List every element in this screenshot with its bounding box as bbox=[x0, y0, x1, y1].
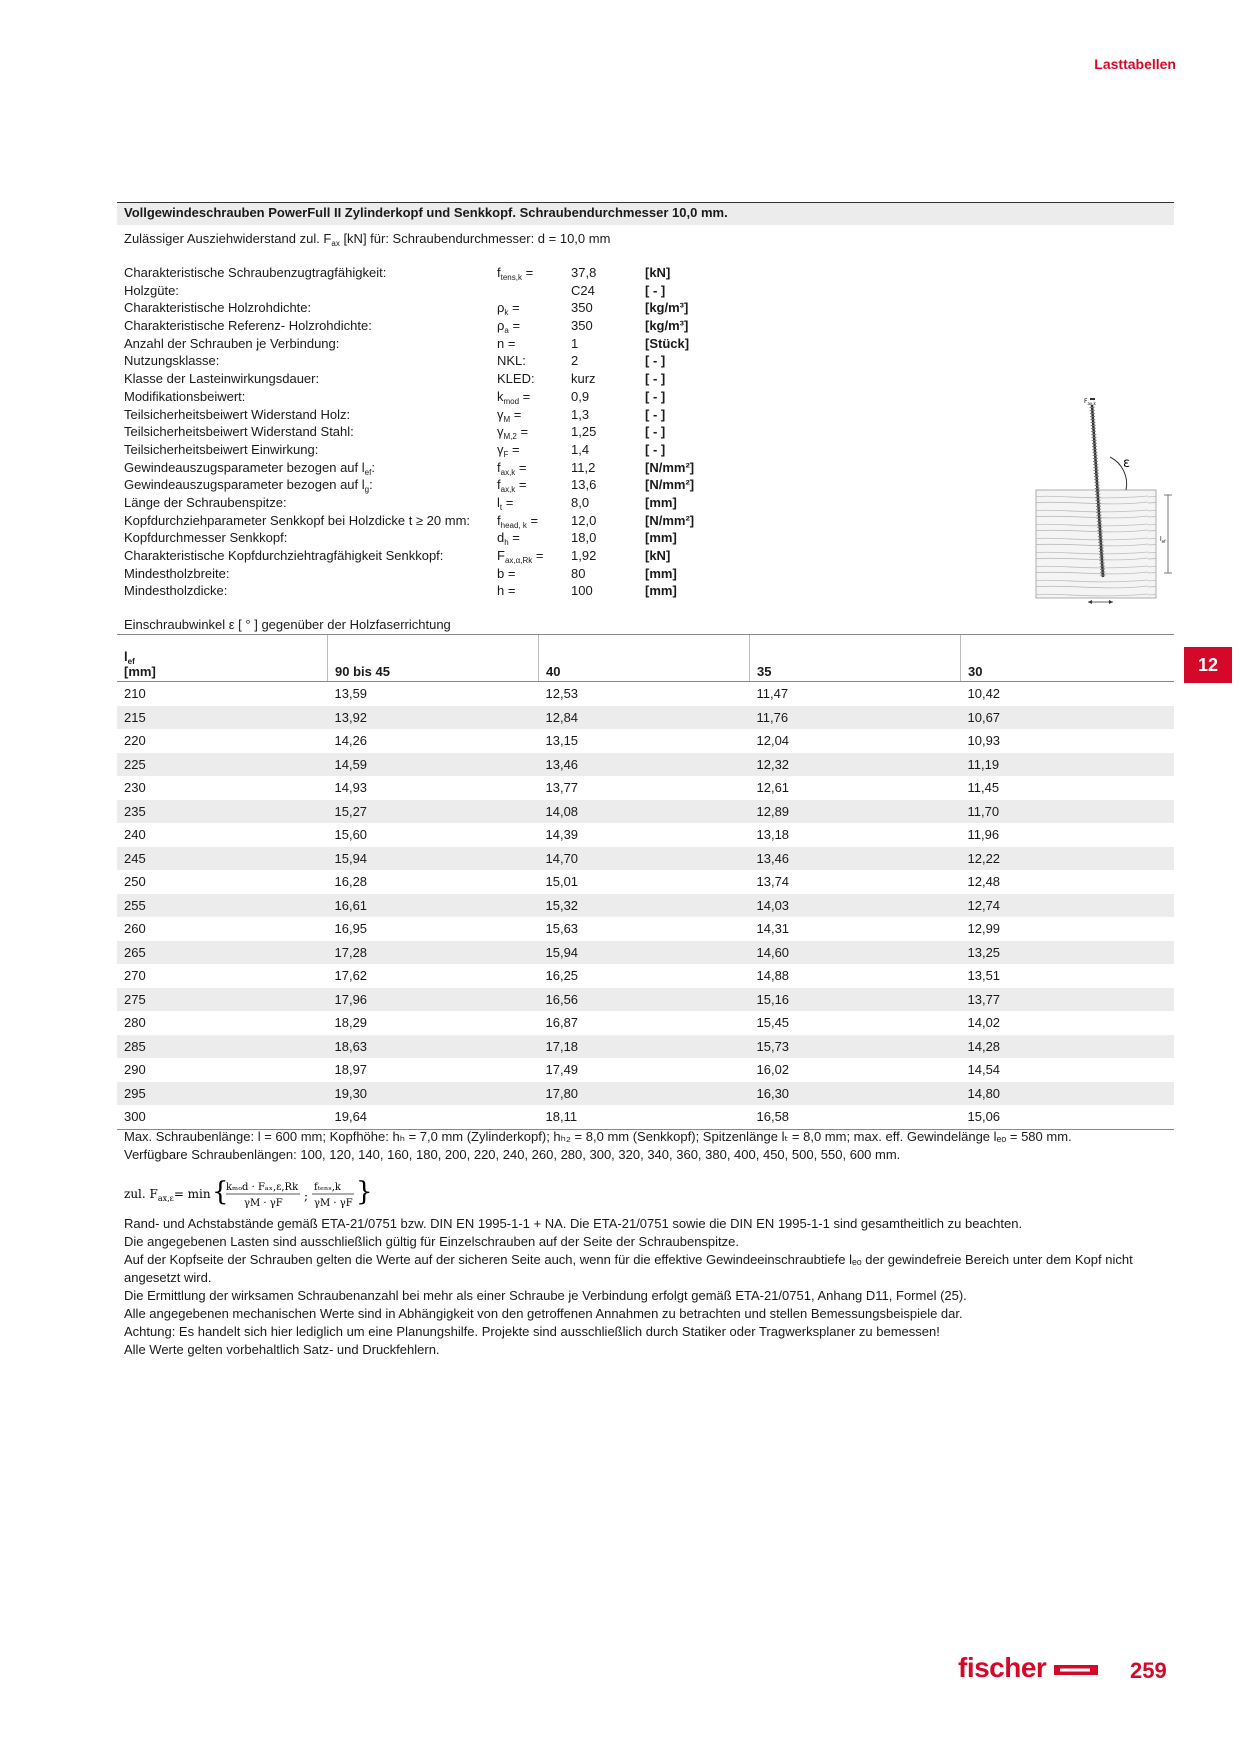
parameter-symbol: $k_{mod}$ = bbox=[497, 388, 531, 406]
table-cell: 10,42 bbox=[967, 686, 1001, 702]
table-cell: 10,67 bbox=[961, 706, 1175, 730]
subtitle: Zulässiger Ausziehwiderstand zul. $F_{ax}$ [kN] für: Schraubendurchmesser: d = 10,0 mm bbox=[124, 231, 611, 248]
parameter-symbol: h = bbox=[497, 583, 516, 599]
table-cell: 15,73 bbox=[750, 1035, 961, 1059]
table-cell: 19,30 bbox=[328, 1082, 539, 1106]
page-number: 259 bbox=[1130, 1658, 1167, 1683]
parameter-label: Länge der Schraubenspitze: bbox=[124, 494, 287, 510]
table-cell: 13,46 bbox=[539, 753, 750, 777]
table-cell: 15,32 bbox=[539, 894, 750, 918]
table-cell: 17,18 bbox=[539, 1035, 750, 1059]
table-cell: 15,16 bbox=[750, 988, 961, 1012]
table-cell: 15,60 bbox=[334, 827, 368, 843]
table-cell: 13,46 bbox=[750, 847, 961, 871]
parameter-symbol: $f_{ax,k}$ = bbox=[497, 477, 527, 495]
table-cell: 14,88 bbox=[756, 968, 790, 984]
table-cell: 14,60 bbox=[750, 941, 961, 965]
column-header: 35 bbox=[750, 635, 961, 682]
table-row bbox=[117, 776, 1174, 800]
parameter-symbol bbox=[497, 282, 571, 300]
table-cell: 13,59 bbox=[334, 686, 368, 702]
parameter-value: 1,3 bbox=[571, 406, 590, 422]
parameter-unit: [ - ] bbox=[645, 388, 666, 404]
angle-caption: Einschraubwinkel ε [ ° ] gegenüber der Holzfaserrichtung bbox=[124, 617, 451, 632]
table-cell: 14,31 bbox=[756, 921, 790, 937]
parameter-value: 37,8 bbox=[571, 265, 597, 280]
parameter-row bbox=[124, 423, 735, 441]
parameter-value: 1 bbox=[571, 335, 579, 351]
parameter-row bbox=[124, 370, 735, 388]
table-cell: 12,89 bbox=[750, 800, 961, 824]
parameter-unit: [ - ] bbox=[645, 282, 666, 298]
table-cell: 290 bbox=[124, 1062, 146, 1078]
table-cell: 12,22 bbox=[961, 847, 1175, 871]
parameter-row bbox=[124, 494, 735, 512]
parameter-row bbox=[124, 441, 735, 459]
remark-line: Alle angegebenen mechanischen Werte sind in Abhängigkeit von den getroffenen Annahmen zu betrachten und stellen Bemessungsbeispiele dar. bbox=[124, 1306, 963, 1321]
table-cell: 11,96 bbox=[967, 827, 1000, 843]
table-cell: 250 bbox=[124, 874, 146, 890]
table-cell: 19,64 bbox=[328, 1105, 539, 1129]
note-line: Verfügbare Schraubenlängen: 100, 120, 140, 160, 180, 200, 220, 240, 260, 280, 300, 320, 340, 360, 380, 400, 450, 500, 550, 600 mm. bbox=[124, 1147, 901, 1162]
parameter-label: Teilsicherheitsbeiwert Widerstand Stahl: bbox=[124, 424, 354, 440]
parameter-value: 1,25 bbox=[571, 424, 597, 440]
table-cell: 11,45 bbox=[967, 780, 1000, 796]
parameter-row bbox=[124, 388, 735, 406]
table-cell: 17,28 bbox=[328, 941, 539, 965]
table-cell: 16,28 bbox=[334, 874, 368, 890]
table-cell: 230 bbox=[124, 780, 146, 796]
parameter-list bbox=[124, 264, 735, 600]
table-cell: 295 bbox=[117, 1082, 328, 1106]
parameter-unit: [ - ] bbox=[645, 441, 666, 457]
table-row bbox=[117, 800, 1174, 824]
parameter-value: kurz bbox=[571, 371, 596, 387]
table-row bbox=[117, 964, 1174, 988]
column-header: 40 bbox=[539, 635, 750, 682]
table-cell: 15,94 bbox=[328, 847, 539, 871]
table-cell: 260 bbox=[124, 921, 146, 937]
parameter-label: Modifikationsbeiwert: bbox=[124, 388, 246, 404]
parameter-row bbox=[124, 264, 735, 282]
svg-text:zul. Fax,ε= min: zul. $F_{ax,\varepsilon}= \min$ bbox=[124, 1187, 211, 1203]
table-cell: 14,02 bbox=[967, 1015, 1001, 1031]
table-cell: 17,80 bbox=[539, 1082, 750, 1106]
table-row bbox=[117, 894, 1174, 918]
parameter-label: Charakteristische Referenz- Holzrohdichte: bbox=[124, 318, 372, 334]
remark-line: Rand- und Achstabstände gemäß ETA-21/0751 bzw. DIN EN 1995-1-1 + NA. Die ETA-21/0751 sowie die DIN EN 1995-1-1 sind gesamtheitlich zu beachten. bbox=[124, 1216, 1023, 1231]
table-cell: 275 bbox=[117, 988, 328, 1012]
table-cell: 265 bbox=[117, 941, 328, 965]
table-cell: 12,84 bbox=[539, 706, 750, 730]
parameter-unit: [ - ] bbox=[645, 371, 666, 387]
table-row bbox=[117, 682, 1174, 706]
parameter-row bbox=[124, 459, 735, 477]
table-row bbox=[117, 941, 1174, 965]
table-cell: 16,58 bbox=[750, 1105, 961, 1129]
parameter-symbol: $f_{tens,k}$ = bbox=[497, 265, 534, 282]
parameter-symbol: $f_{head, k}$ = bbox=[497, 512, 539, 530]
parameter-value: 1,92 bbox=[571, 548, 597, 563]
table-cell: 215 bbox=[117, 706, 328, 730]
column-header-lef: $l_{ef}$ [mm] bbox=[117, 635, 328, 682]
parameter-value: C24 bbox=[571, 282, 595, 298]
parameter-symbol: $\gamma_M$ = bbox=[497, 406, 522, 424]
remark-line: Die Ermittlung der wirksamen Schraubenanzahl bei mehr als einer Schraube je Verbindung erfolgt gemäß ETA-21/0751, Anhang D11, Formel (25). bbox=[124, 1288, 967, 1303]
table-cell: 245 bbox=[117, 847, 328, 871]
parameter-row bbox=[124, 547, 735, 565]
parameter-label: Klasse der Lasteinwirkungsdauer: bbox=[124, 371, 320, 387]
parameter-label: Kopfdurchmesser Senkkopf: bbox=[124, 530, 288, 546]
table-cell: 13,74 bbox=[756, 874, 790, 890]
svg-text:γM · γF: γM · γF bbox=[244, 1198, 283, 1209]
parameter-value: 350 bbox=[571, 318, 593, 334]
parameter-label: Teilsicherheitsbeiwert Widerstand Holz: bbox=[124, 406, 351, 422]
table-row bbox=[117, 1105, 1174, 1129]
parameter-unit: [ - ] bbox=[645, 353, 666, 369]
parameter-symbol: $\rho_a$ = bbox=[497, 318, 521, 336]
page-title: Vollgewindeschrauben PowerFull II Zylinderkopf und Senkkopf. Schraubendurchmesser 10,0 mm. bbox=[124, 205, 728, 220]
parameter-symbol: $l_t$ = bbox=[497, 494, 514, 512]
table-cell: 17,49 bbox=[545, 1062, 579, 1078]
notes bbox=[124, 1128, 1072, 1164]
parameter-label: Charakteristische Holzrohdichte: bbox=[124, 300, 312, 316]
parameter-label: Anzahl der Schrauben je Verbindung: bbox=[124, 335, 340, 351]
remarks bbox=[124, 1215, 1164, 1359]
table-cell: 13,51 bbox=[967, 968, 1001, 984]
chapter-tab[interactable]: 12 bbox=[1184, 647, 1232, 683]
parameter-value: 2 bbox=[571, 353, 579, 369]
table-cell: 18,97 bbox=[334, 1062, 368, 1078]
table-cell: 300 bbox=[117, 1105, 328, 1129]
parameter-row bbox=[124, 299, 735, 317]
parameter-value: 0,9 bbox=[571, 388, 590, 404]
parameter-symbol: b = bbox=[497, 565, 516, 581]
table-row bbox=[117, 1058, 1174, 1082]
table-cell: 14,80 bbox=[961, 1082, 1175, 1106]
table-cell: 14,03 bbox=[750, 894, 961, 918]
table-cell: 13,77 bbox=[545, 780, 579, 796]
table-cell: 13,18 bbox=[756, 827, 790, 843]
table-cell: 14,93 bbox=[334, 780, 368, 796]
parameter-unit: [N/mm²] bbox=[645, 512, 695, 528]
table-cell: 15,94 bbox=[539, 941, 750, 965]
table-cell: 11,70 bbox=[961, 800, 1175, 824]
parameter-row bbox=[124, 406, 735, 424]
svg-text:γM · γF: γM · γF bbox=[314, 1198, 353, 1209]
table-cell: 220 bbox=[124, 733, 146, 749]
remark-line: Achtung: Es handelt sich hier lediglich um eine Planungshilfe. Projekte sind ausschließlich durch Statiker oder Tragwerksplaner zu bemessen! bbox=[124, 1324, 940, 1339]
angle-symbol: ε bbox=[1123, 456, 1131, 471]
table-cell: 14,59 bbox=[328, 753, 539, 777]
table-row bbox=[117, 1082, 1174, 1106]
table-cell: 18,29 bbox=[334, 1015, 368, 1031]
table-cell: 17,96 bbox=[328, 988, 539, 1012]
table-cell: 15,01 bbox=[545, 874, 579, 890]
parameter-value: 80 bbox=[571, 565, 586, 581]
parameter-unit: [N/mm²] bbox=[645, 459, 695, 475]
table-cell: 16,02 bbox=[756, 1062, 790, 1078]
table-cell: 14,28 bbox=[961, 1035, 1175, 1059]
parameter-symbol: $f_{ax,k}$ = bbox=[497, 459, 527, 477]
svg-text:}: } bbox=[356, 1177, 373, 1207]
parameter-label: Mindestholzbreite: bbox=[124, 565, 230, 581]
table-cell: 280 bbox=[124, 1015, 146, 1031]
table-cell: 240 bbox=[124, 827, 146, 843]
column-header: 30 bbox=[961, 635, 1175, 682]
table-cell: 13,77 bbox=[961, 988, 1175, 1012]
table-cell: 11,19 bbox=[961, 753, 1175, 777]
table-cell: 15,45 bbox=[756, 1015, 790, 1031]
parameter-label: Charakteristische Kopfdurchziehtragfähigkeit Senkkopf: bbox=[124, 548, 444, 563]
parameter-unit: [mm] bbox=[645, 494, 677, 510]
parameter-row bbox=[124, 529, 735, 547]
parameter-symbol: KLED: bbox=[497, 371, 535, 387]
parameter-symbol: $F_{ax,\alpha,Rk}$ = bbox=[497, 548, 544, 565]
parameter-label: Kopfdurchziehparameter Senkkopf bei Holzdicke t ≥ 20 mm: bbox=[124, 512, 471, 528]
table-cell: 11,47 bbox=[756, 686, 789, 702]
brand-logo: fischer bbox=[958, 1652, 1098, 1684]
table-cell: 12,74 bbox=[961, 894, 1175, 918]
parameter-value: 13,6 bbox=[571, 477, 597, 493]
table-cell: 12,48 bbox=[967, 874, 1001, 890]
parameter-row bbox=[124, 582, 735, 600]
parameter-unit: [kg/m³] bbox=[645, 300, 689, 316]
table-row bbox=[117, 753, 1174, 777]
table-row bbox=[117, 1035, 1174, 1059]
table-cell: 16,25 bbox=[545, 968, 579, 984]
table-cell: 18,11 bbox=[539, 1105, 750, 1129]
table-cell: 255 bbox=[117, 894, 328, 918]
remark-line: Auf der Kopfseite der Schrauben gelten die Werte auf der sicheren Seite auch, wenn für die effektive Gewindeeinschraubtiefe lₑₒ der gewindefreie Bereich unter dem Kopf nicht angesetzt wird. bbox=[124, 1252, 1133, 1285]
parameter-row bbox=[124, 352, 735, 370]
table-cell: 18,63 bbox=[328, 1035, 539, 1059]
force-label: $F_{ax,k}$ bbox=[1084, 398, 1096, 406]
table-cell: 285 bbox=[117, 1035, 328, 1059]
parameter-value: 100 bbox=[571, 583, 593, 599]
svg-text:{: { bbox=[212, 1177, 229, 1207]
parameter-label: Gewindeauszugsparameter bezogen auf $l_{ef}$: bbox=[124, 459, 375, 477]
length-label: $l_{ef}$ bbox=[1160, 536, 1166, 544]
parameter-label: Teilsicherheitsbeiwert Einwirkung: bbox=[124, 441, 319, 457]
table-cell: 16,56 bbox=[539, 988, 750, 1012]
formula bbox=[124, 1178, 404, 1213]
parameter-row bbox=[124, 565, 735, 583]
table-row bbox=[117, 1011, 1174, 1035]
parameter-value: 11,2 bbox=[571, 459, 596, 475]
section-label: Lasttabellen bbox=[1094, 56, 1176, 72]
table-cell: 13,92 bbox=[328, 706, 539, 730]
table-cell: 17,62 bbox=[334, 968, 368, 984]
parameter-label: Gewindeauszugsparameter bezogen auf $l_g$: bbox=[124, 477, 373, 495]
parameter-label: Nutzungsklasse: bbox=[124, 353, 220, 369]
parameter-symbol: NKL: bbox=[497, 353, 526, 369]
table-cell: 270 bbox=[124, 968, 146, 984]
screw-diagram bbox=[1028, 395, 1178, 610]
remark-line: Die angegebenen Lasten sind ausschließlich gültig für Einzelschrauben auf der Seite der Schraubenspitze. bbox=[124, 1234, 739, 1249]
table-cell: 12,99 bbox=[967, 921, 1001, 937]
parameter-symbol: $\rho_k$ = bbox=[497, 300, 520, 318]
table-cell: 10,93 bbox=[967, 733, 1001, 749]
table-cell: 16,61 bbox=[328, 894, 539, 918]
parameter-unit: [kN] bbox=[645, 265, 671, 280]
table-cell: 225 bbox=[117, 753, 328, 777]
parameter-label: Mindestholzdicke: bbox=[124, 583, 228, 599]
table-row bbox=[117, 706, 1174, 730]
parameter-unit: [mm] bbox=[645, 565, 677, 581]
table-cell: 16,87 bbox=[545, 1015, 579, 1031]
table-cell: 12,04 bbox=[756, 733, 790, 749]
table-cell: 12,32 bbox=[750, 753, 961, 777]
table-cell: 12,53 bbox=[545, 686, 579, 702]
table-row bbox=[117, 847, 1174, 871]
svg-text:kₘₒd · Fₐₓ,ε,Rk: kₘₒd · Fₐₓ,ε,Rk bbox=[226, 1182, 299, 1193]
table-cell: 14,54 bbox=[967, 1062, 1001, 1078]
parameter-unit: [ - ] bbox=[645, 406, 666, 422]
parameter-unit: [kg/m³] bbox=[645, 318, 689, 334]
table-cell: 210 bbox=[124, 686, 146, 702]
table-cell: 16,30 bbox=[750, 1082, 961, 1106]
load-table bbox=[117, 634, 1174, 1130]
parameter-unit: [Stück] bbox=[645, 335, 690, 351]
parameter-symbol: $\gamma_F$ = bbox=[497, 441, 520, 459]
parameter-row bbox=[124, 317, 735, 335]
parameter-unit: [mm] bbox=[645, 583, 677, 599]
parameter-row bbox=[124, 512, 735, 530]
parameter-value: 350 bbox=[571, 300, 593, 316]
table-cell: 13,15 bbox=[545, 733, 579, 749]
svg-text:;: ; bbox=[304, 1189, 309, 1203]
parameter-symbol: $d_h$ = bbox=[497, 530, 520, 548]
table-cell: 14,70 bbox=[539, 847, 750, 871]
table-cell: 14,26 bbox=[334, 733, 368, 749]
parameter-label: Charakteristische Schraubenzugtragfähigkeit: bbox=[124, 265, 387, 280]
parameter-value: 8,0 bbox=[571, 494, 590, 510]
parameter-value: 18,0 bbox=[571, 530, 597, 546]
parameter-unit: [kN] bbox=[645, 548, 671, 563]
table-cell: 12,61 bbox=[756, 780, 790, 796]
parameter-symbol: $\gamma_{M,2}$ = bbox=[497, 424, 529, 442]
fischer-plug-icon bbox=[1054, 1663, 1098, 1677]
svg-text:fₜₑₙₛ,k: fₜₑₙₛ,k bbox=[314, 1182, 341, 1193]
table-cell: 14,08 bbox=[539, 800, 750, 824]
parameter-row bbox=[124, 476, 735, 494]
table-cell: 16,95 bbox=[334, 921, 368, 937]
table-row bbox=[117, 988, 1174, 1012]
table-cell: 14,39 bbox=[545, 827, 579, 843]
table-cell: 15,27 bbox=[328, 800, 539, 824]
column-header: 90 bis 45 bbox=[328, 635, 539, 682]
parameter-value: 12,0 bbox=[571, 512, 597, 528]
table-cell: 13,25 bbox=[961, 941, 1175, 965]
parameter-row bbox=[124, 282, 735, 300]
parameter-unit: [ - ] bbox=[645, 424, 666, 440]
parameter-row bbox=[124, 335, 735, 353]
parameter-unit: [N/mm²] bbox=[645, 477, 695, 493]
remark-line: Alle Werte gelten vorbehaltlich Satz- und Druckfehlern. bbox=[124, 1342, 440, 1357]
table-row bbox=[117, 729, 1174, 753]
table-cell: 11,76 bbox=[750, 706, 961, 730]
table-row bbox=[117, 823, 1174, 847]
table-cell: 15,63 bbox=[545, 921, 579, 937]
table-cell: 235 bbox=[117, 800, 328, 824]
parameter-label: Holzgüte: bbox=[124, 282, 179, 298]
table-row bbox=[117, 917, 1174, 941]
parameter-symbol: n = bbox=[497, 335, 516, 351]
note-line: Max. Schraubenlänge: l = 600 mm; Kopfhöhe: hₕ = 7,0 mm (Zylinderkopf); hₕ₂ = 8,0 mm (Senkkopf); Spitzenlänge lₜ = 8,0 mm; max. eff. Gewindelänge lₑₒ = 580 mm. bbox=[124, 1129, 1072, 1144]
table-row bbox=[117, 870, 1174, 894]
parameter-value: 1,4 bbox=[571, 441, 590, 457]
table-cell: 15,06 bbox=[961, 1105, 1175, 1129]
parameter-unit: [mm] bbox=[645, 530, 677, 546]
